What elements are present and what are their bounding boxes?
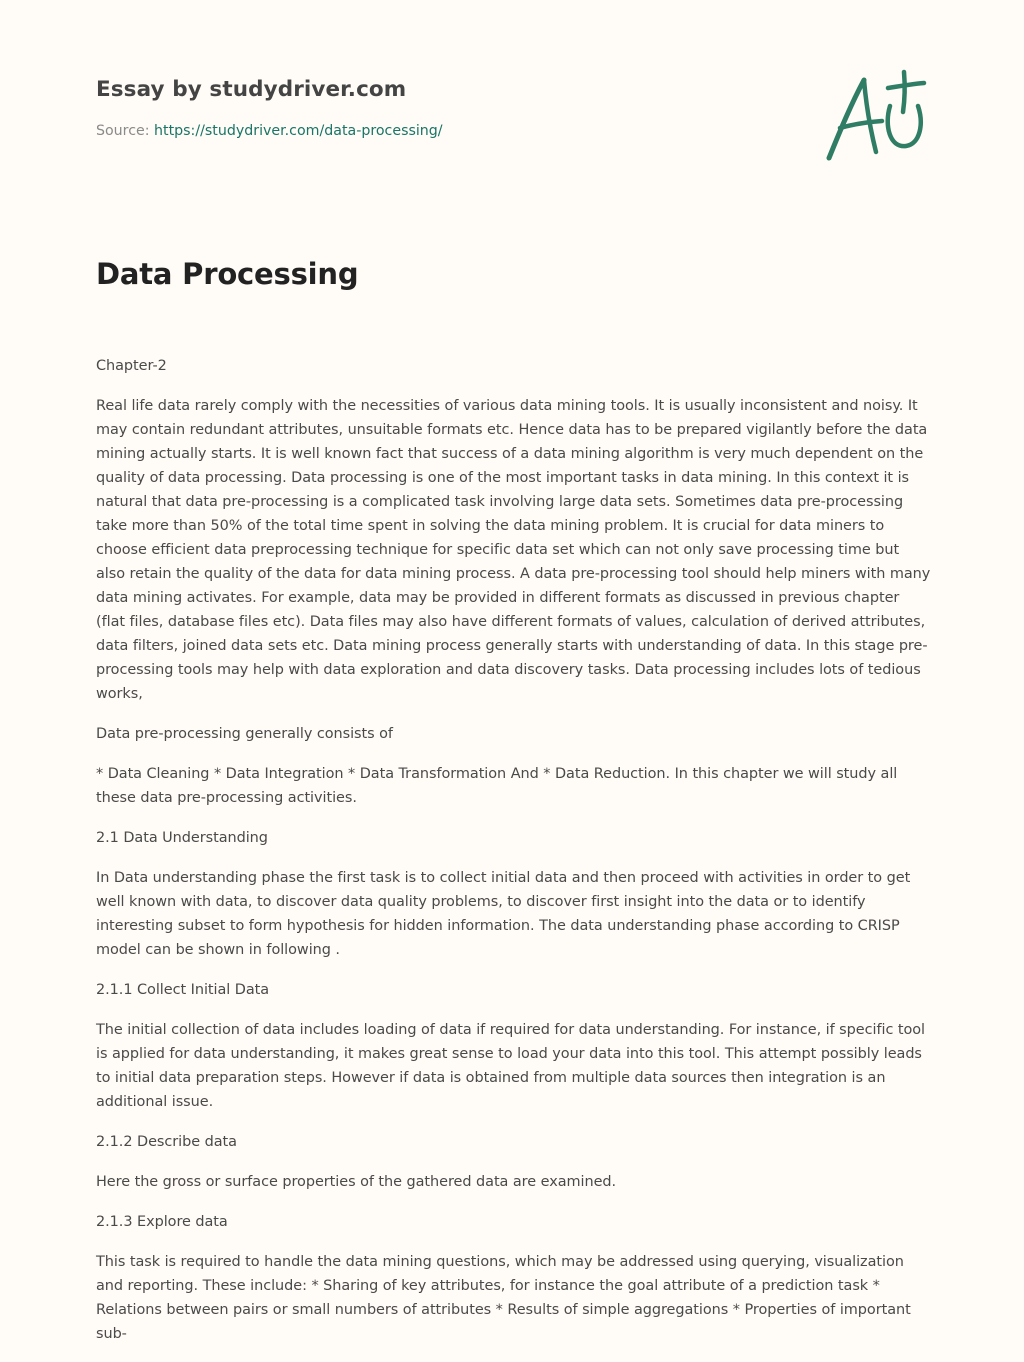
section-heading: 2.1 Data Understanding <box>96 830 268 846</box>
paragraph: Here the gross or surface properties of the gathered data are examined. <box>96 1174 617 1190</box>
source-label: Source: <box>96 123 150 139</box>
site-title: Essay by studydriver.com <box>96 77 407 102</box>
document-title: Data Processing <box>96 257 359 291</box>
document-body <box>96 354 932 1362</box>
paragraph: The initial collection of data includes loading of data if required for data understanding. For instance, if specific tool is applied for data understanding, it makes great sense to load your data into this tool. This attempt possibly leads to initial data preparation steps. However if data is obtained from multiple data sources then integration is an additional issue. <box>96 1022 926 1110</box>
source-line <box>96 121 796 141</box>
page-header <box>96 74 796 141</box>
a-plus-logo-svg <box>820 66 930 166</box>
section-heading: 2.1.1 Collect Initial Data <box>96 982 270 998</box>
section-heading: 2.1.3 Explore data <box>96 1214 228 1230</box>
section-heading: 2.1.2 Describe data <box>96 1134 237 1150</box>
paragraph: This task is required to handle the data mining questions, which may be addressed using querying, visualization and reporting. These include: * Sharing of key attributes, for instance the goal attribute of a prediction task * Relations between pairs or small numbers of attributes * Results of simple aggregations * Properties of important sub- <box>96 1254 911 1342</box>
paragraph: Data pre-processing generally consists of <box>96 726 393 742</box>
paragraph: * Data Cleaning * Data Integration * Data Transformation And * Data Reduction. In this chapter we will study all these data pre-processing activities. <box>96 766 898 806</box>
paragraph: Real life data rarely comply with the necessities of various data mining tools. It is usually inconsistent and noisy. It may contain redundant attributes, unsuitable formats etc. Hence data has to be prepared vigilantly before the data mining actually starts. It is well known fact that success of a data mining algorithm is very much dependent on the quality of data processing. Data processing is one of the most important tasks in data mining. In this context it is natural that data pre-processing is a complicated task involving large data sets. Sometimes data pre-processing take more than 50% of the total time spent in solving the data mining problem. It is crucial for data miners to choose efficient data preprocessing technique for specific data set which can not only save processing time but also retain the quality of the data for data mining process. A data pre-processing tool should help miners with many data mining activates. For example, data may be provided in different formats as discussed in previous chapter (flat files, database files etc). Data files may also have different formats of values, calculation of derived attributes, data filters, joined data sets etc. Data mining process generally starts with understanding of data. In this stage pre-processing tools may help with data exploration and data discovery tasks. Data processing includes lots of tedious works, <box>96 398 931 702</box>
chapter-label: Chapter-2 <box>96 358 167 374</box>
a-plus-logo-icon <box>820 66 930 166</box>
paragraph: In Data understanding phase the first task is to collect initial data and then proceed with activities in order to get well known with data, to discover data quality problems, to discover first insight into the data or to identify interesting subset to form hypothesis for hidden information. The data understanding phase according to CRISP model can be shown in following . <box>96 870 911 958</box>
source-link[interactable]: https://studydriver.com/data-processing/ <box>154 123 443 139</box>
